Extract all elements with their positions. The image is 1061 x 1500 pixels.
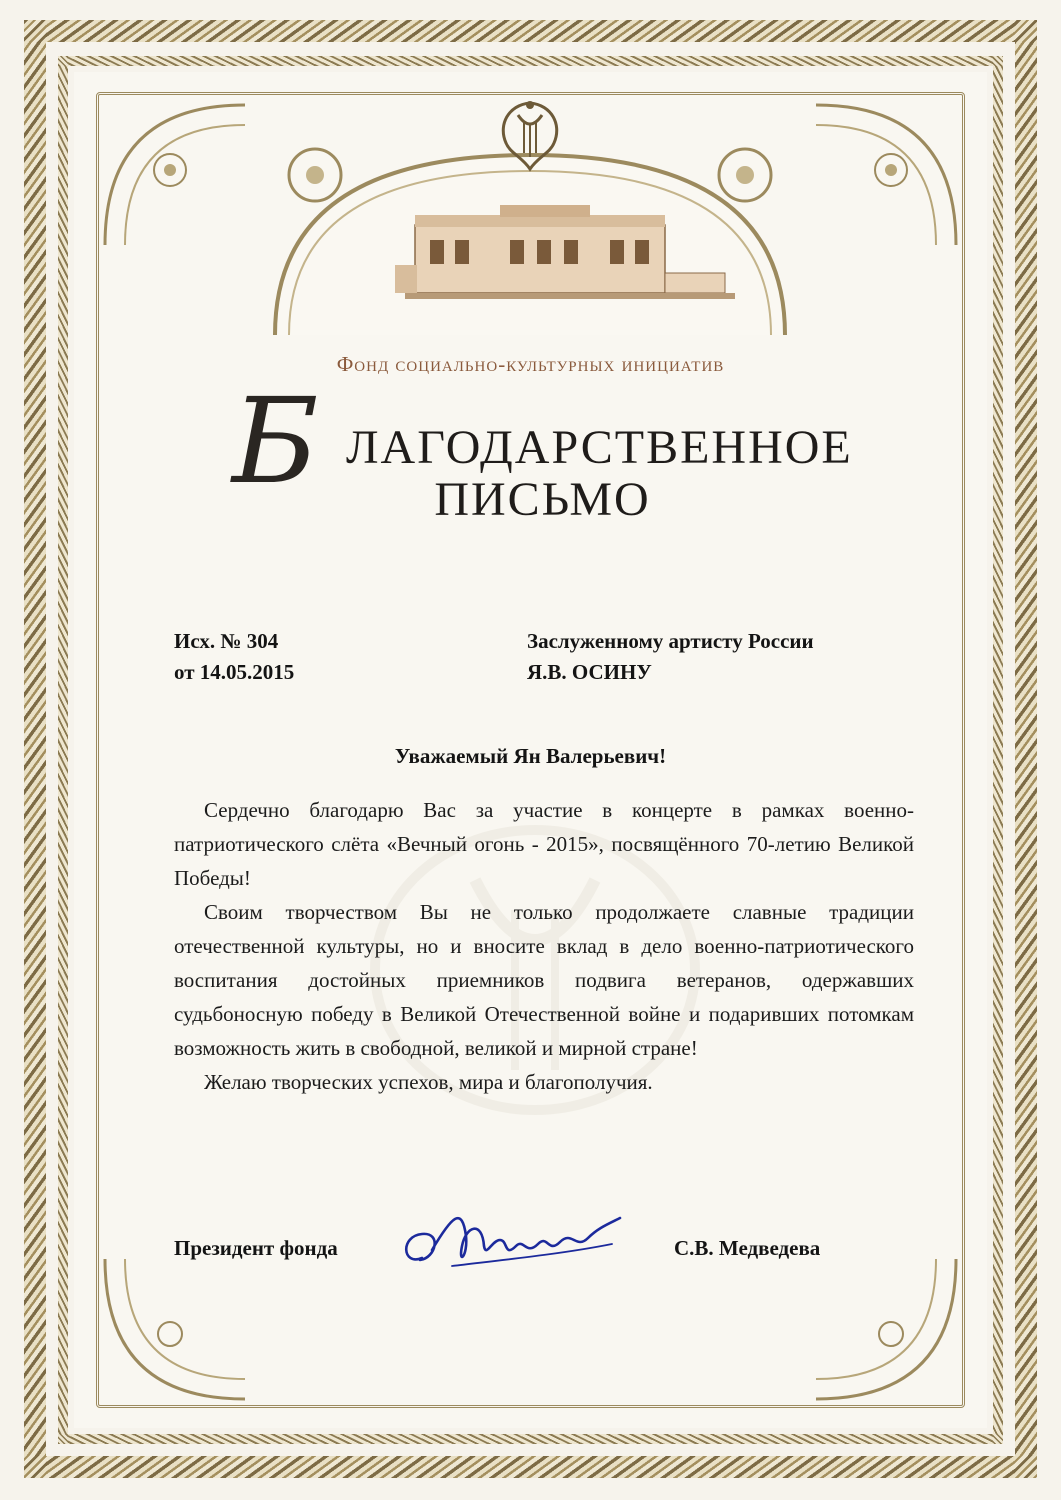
recipient-name: Я.В. ОСИНУ: [527, 660, 652, 684]
title-initial-letter: Б: [232, 372, 319, 510]
corner-ornament-icon: [811, 100, 961, 250]
body-paragraph: Своим творчеством Вы не только продолжаете славные традиции отечественной культуры, но и вносите вклад в дело военно-патриотического воспитания достойных приемников подвига ветеранов, одержавших судьбоносную победу в Великой Отечественной войне и подаривших потомкам возможность жить в свободной, великой и мирной стране!: [174, 900, 914, 1060]
body-paragraph: Сердечно благодарю Вас за участие в концерте в рамках военно-патриотического слёта «Вечный огонь - 2015», посвящённого 70-летию Великой Победы!: [174, 798, 914, 890]
letter-body: [174, 793, 914, 1099]
reference-block: [174, 626, 294, 688]
body-paragraph: Желаю творческих успехов, мира и благополучия.: [204, 1070, 653, 1094]
reference-date: от 14.05.2015: [174, 660, 295, 684]
recipient-title: Заслуженному артисту России: [527, 629, 814, 653]
corner-ornament-icon: [100, 100, 250, 250]
title-line-2: ПИСЬМО: [434, 473, 651, 526]
signatory-name: С.В. Медведева: [674, 1236, 821, 1260]
reference-number: Исх. № 304: [174, 629, 279, 653]
signatory-role: Президент фонда: [174, 1236, 338, 1260]
title-line-1: ЛАГОДАРСТВЕННОЕ: [346, 421, 853, 474]
corner-ornament-icon: [811, 1254, 961, 1404]
lyre-emblem-icon: [488, 95, 572, 177]
corner-ornament-icon: [100, 1254, 250, 1404]
handwritten-signature-icon: [392, 1196, 632, 1286]
greeting: Уважаемый Ян Валерьевич!: [394, 744, 667, 768]
recipient-block: [527, 626, 814, 688]
foundation-name: Фонд социально-культурных инициатив: [336, 352, 725, 376]
